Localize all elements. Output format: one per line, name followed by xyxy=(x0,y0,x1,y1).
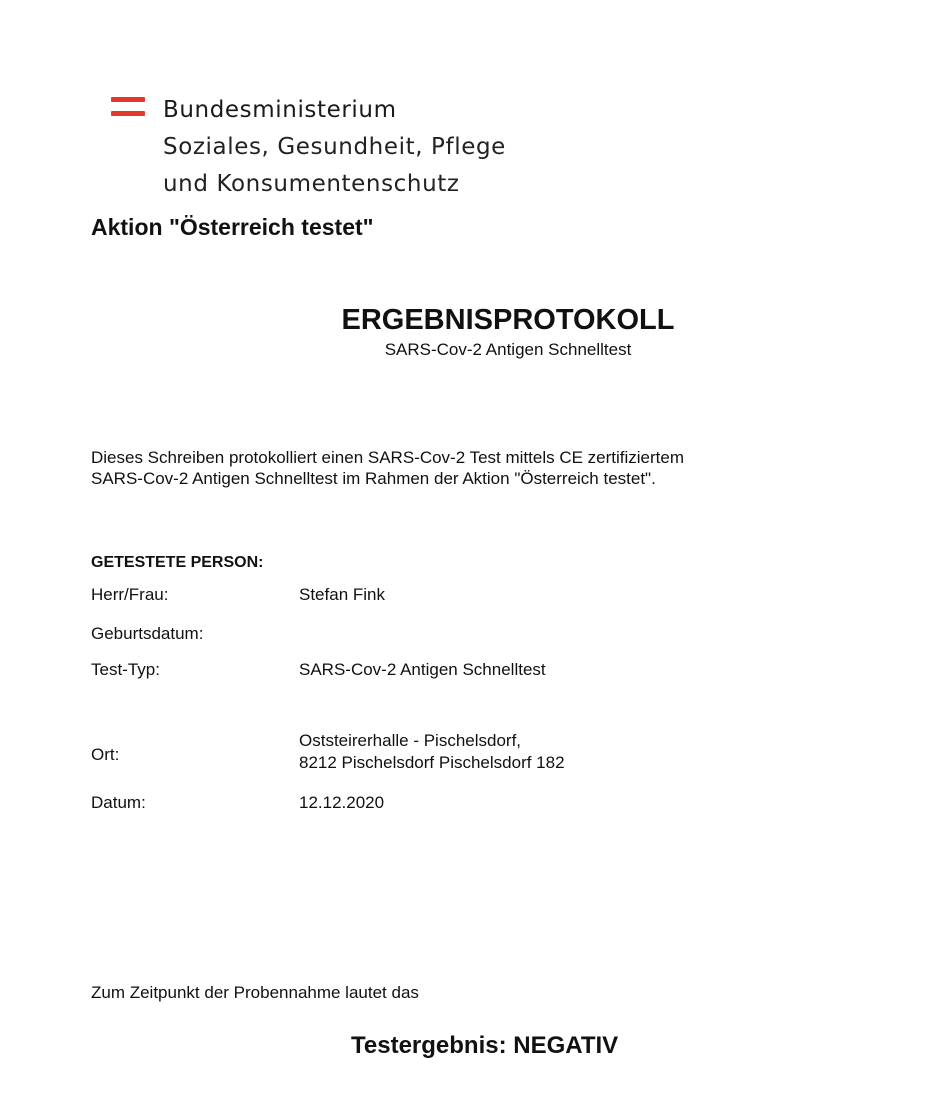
test-result: Testergebnis: NEGATIV xyxy=(351,1032,619,1059)
flag-stripe-top xyxy=(111,97,145,102)
place-label: Ort: xyxy=(91,745,120,764)
place-line-2: 8212 Pischelsdorf Pischelsdorf 182 xyxy=(299,753,565,772)
test-type-value: SARS-Cov-2 Antigen Schnelltest xyxy=(299,660,546,679)
place-value xyxy=(299,730,565,774)
ministry-name-line-3: und Konsumentenschutz xyxy=(163,171,460,197)
aktion-title: Aktion "Österreich testet" xyxy=(91,214,374,240)
person-section-heading: GETESTETE PERSON: xyxy=(91,554,264,571)
date-value: 12.12.2020 xyxy=(299,793,385,812)
document-subtitle: SARS-Cov-2 Antigen Schnelltest xyxy=(384,340,632,359)
ministry-name-line-1: Bundesministerium xyxy=(163,97,397,123)
test-type-label: Test-Typ: xyxy=(91,660,160,679)
ministry-name xyxy=(163,92,623,203)
document-title: ERGEBNISPROTOKOLL xyxy=(341,304,675,336)
intro-line-1: Dieses Schreiben protokolliert einen SARS-Cov-2 Test mittels CE zertifiziertem xyxy=(91,448,685,467)
place-line-1: Oststeirerhalle - Pischelsdorf, xyxy=(299,731,522,750)
austria-flag-icon xyxy=(111,97,145,117)
ministry-name-line-2: Soziales, Gesundheit, Pflege xyxy=(163,134,506,160)
date-label: Datum: xyxy=(91,793,146,812)
name-value: Stefan Fink xyxy=(299,585,385,604)
flag-stripe-bottom xyxy=(111,111,145,116)
result-intro: Zum Zeitpunkt der Probennahme lautet das xyxy=(91,983,419,1002)
document-title-block xyxy=(0,301,928,361)
birthdate-label: Geburtsdatum: xyxy=(91,624,204,643)
intro-paragraph xyxy=(91,447,891,489)
intro-line-2: SARS-Cov-2 Antigen Schnelltest im Rahmen der Aktion "Österreich testet". xyxy=(91,469,656,488)
name-label: Herr/Frau: xyxy=(91,585,169,604)
